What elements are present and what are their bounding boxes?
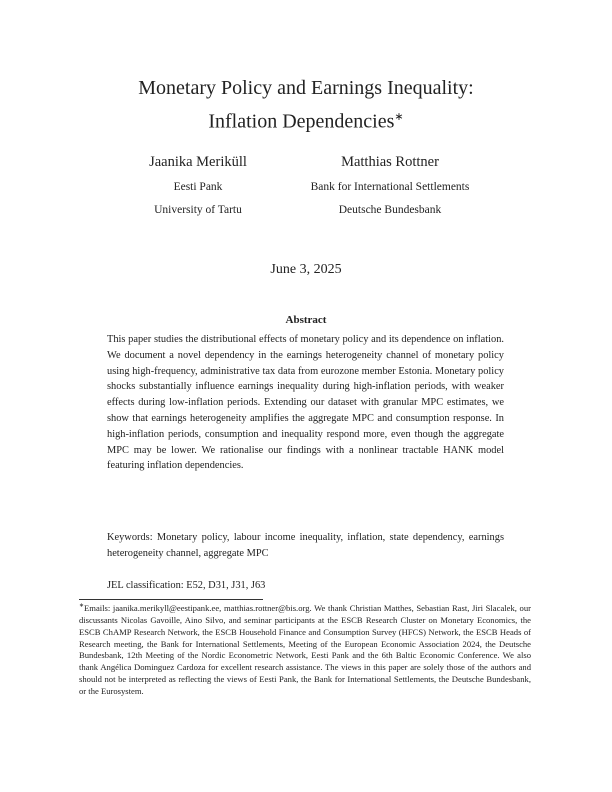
paper-title [0, 74, 612, 137]
title-footnote-marker: ∗ [394, 111, 404, 123]
title-line-1: Monetary Policy and Earnings Inequality: [138, 77, 474, 99]
footnote-text: Emails: jaanika.merikyll@eestipank.ee, matthias.rottner@bis.org. We thank Christian Matthes, Sebastian Rast, Jiri Slacalek, our discussants Nicolas Gavoille, Aino Silvo, and seminar participants at the ESCB Research Cluster on Monetary Economics, the ESCB ChAMP Research Network, the ESCB Household Finance and Consumption Survey (HFCS) Network, the ESCB Heads of Research meeting, the Bank for International Settlements, Meeting of the European Economic Association 2024, the Deutsche Bundesbank, 12th Meeting of the Nordic Econometric Network, Eesti Pank and the 6th Baltic Economic Conference. We also thank Angélica Dominguez Cardoza for excellent research assistance. The views in this paper are solely those of the authors and should not be interpreted as reflecting the views of Eesti Pank, the Bank for International Settlements, the Deutsche Bundesbank, or the Eurosystem. [79, 602, 531, 697]
abstract-text: This paper studies the distributional effects of monetary policy and its dependence on inflation. We document a novel dependency in the earnings heterogeneity channel of monetary policy using high-frequency, administrative tax data from eurozone member Estonia. Monetary policy shocks substantially influence earnings inequality during high-inflation periods, with weaker effects during low-inflation periods. Extending our dataset with granular MPC estimates, we show that earnings heterogeneity amplifies the aggregate MPC and consumption response. In high-inflation periods, consumption and inequality respond more, even though the aggregate MPC may be lower. We rationalise our findings with a nonlinear tractable HANK model featuring inflation dependencies. [107, 334, 504, 472]
author-affiliation: Eesti Pank [173, 181, 223, 193]
title-line-2-text: Inflation Dependencies [208, 110, 395, 133]
author-name: Jaanika Meriküll [149, 154, 247, 170]
keywords: Keywords: Monetary policy, labour income inequality, inflation, state dependency, earnings heterogeneity channel, aggregate MPC [107, 532, 504, 559]
footnote-marker: ∗ [79, 603, 85, 609]
footnote [79, 601, 531, 698]
author-affiliation: Deutsche Bundesbank [338, 204, 442, 216]
author-affiliation: Bank for International Settlements [310, 181, 470, 193]
footnote-divider [79, 599, 263, 600]
author-affiliation: University of Tartu [154, 204, 242, 216]
abstract-heading: Abstract [285, 314, 327, 326]
title-line-2 [0, 103, 612, 137]
publication-date: June 3, 2025 [270, 262, 342, 277]
author-block-1 [128, 152, 268, 222]
jel-classification: JEL classification: E52, D31, J31, J63 [107, 580, 266, 591]
author-name: Matthias Rottner [341, 154, 439, 170]
author-block-2 [270, 152, 510, 222]
